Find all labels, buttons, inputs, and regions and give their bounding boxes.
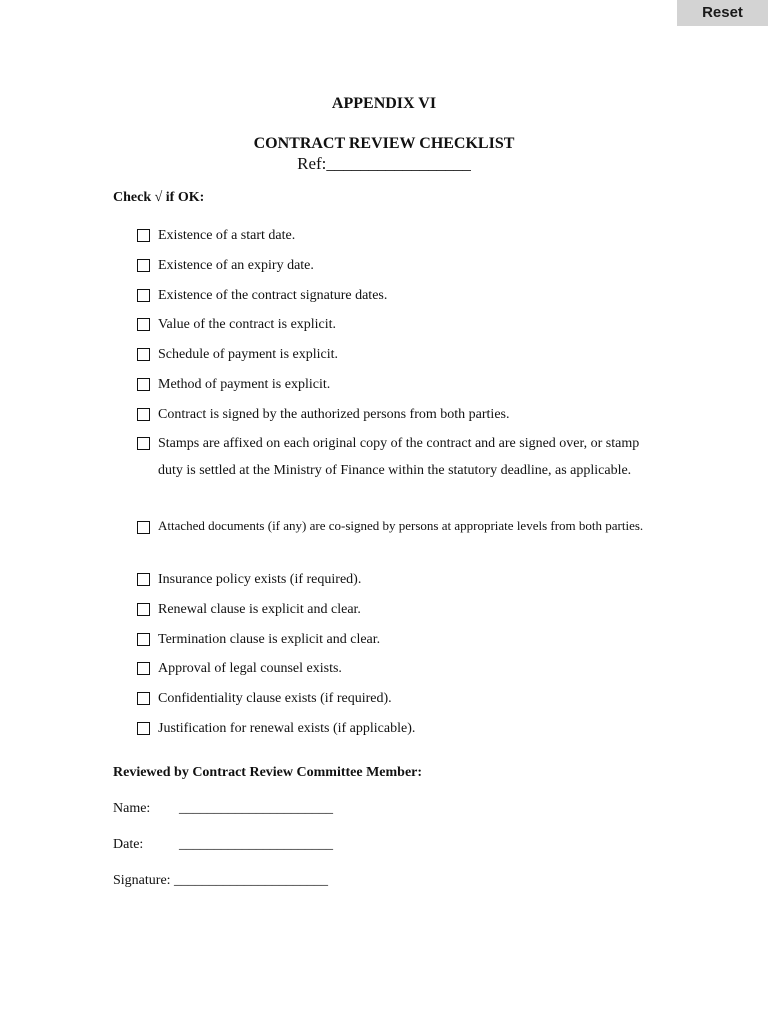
signature-row: [113, 873, 328, 889]
checklist-item-label: Attached documents (if any) are co-signed by persons at appropriate levels from both parties.: [158, 518, 644, 533]
signature-line: ______________________: [174, 873, 329, 888]
reviewer-heading: Reviewed by Contract Review Committee Member:: [113, 765, 423, 780]
checklist-item-label: Existence of a start date.: [158, 228, 296, 243]
checklist-item: [137, 437, 657, 491]
checklist-item-label: Termination clause is explicit and clear.: [158, 632, 381, 647]
checklist-item-label: Renewal clause is explicit and clear.: [158, 602, 361, 617]
check-instruction: Check √ if OK:: [113, 190, 205, 205]
checklist-item-label: Value of the contract is explicit.: [158, 317, 337, 332]
name-row: [113, 801, 333, 817]
date-label: Date:: [113, 837, 144, 852]
signature-label: Signature:: [113, 873, 171, 888]
checklist-item-label: Confidentiality clause exists (if required).: [158, 691, 392, 706]
appendix-heading: APPENDIX VI: [331, 95, 437, 112]
checklist-item-label: Method of payment is explicit.: [158, 377, 331, 392]
date-line: ______________________: [179, 837, 333, 852]
checklist-item-label: Contract is signed by the authorized persons from both parties.: [158, 407, 510, 422]
page-title: CONTRACT REVIEW CHECKLIST: [253, 135, 515, 152]
checklist-item: [137, 518, 657, 545]
checklist-item-label: Schedule of payment is explicit.: [158, 347, 339, 362]
checklist-item-label: Stamps are affixed on each original copy of the contract and are signed over, or stamp duty is settled at the Ministry of Finance within the statutory deadline, as applicable.: [158, 436, 640, 478]
checklist-item-label: Existence of an expiry date.: [158, 258, 314, 273]
checklist-item-label: Insurance policy exists (if required).: [158, 572, 362, 587]
name-line: ______________________: [179, 801, 333, 816]
date-row: [113, 837, 333, 853]
checklist-item: [137, 722, 657, 749]
reset-button[interactable]: Reset: [677, 0, 768, 26]
ref-field: Ref:_________________: [297, 154, 471, 173]
checklist-item-label: Approval of legal counsel exists.: [158, 661, 342, 676]
checklist-item-label: Justification for renewal exists (if applicable).: [158, 721, 416, 736]
name-label: Name:: [113, 801, 151, 816]
checklist-item-label: Existence of the contract signature dates.: [158, 288, 388, 303]
